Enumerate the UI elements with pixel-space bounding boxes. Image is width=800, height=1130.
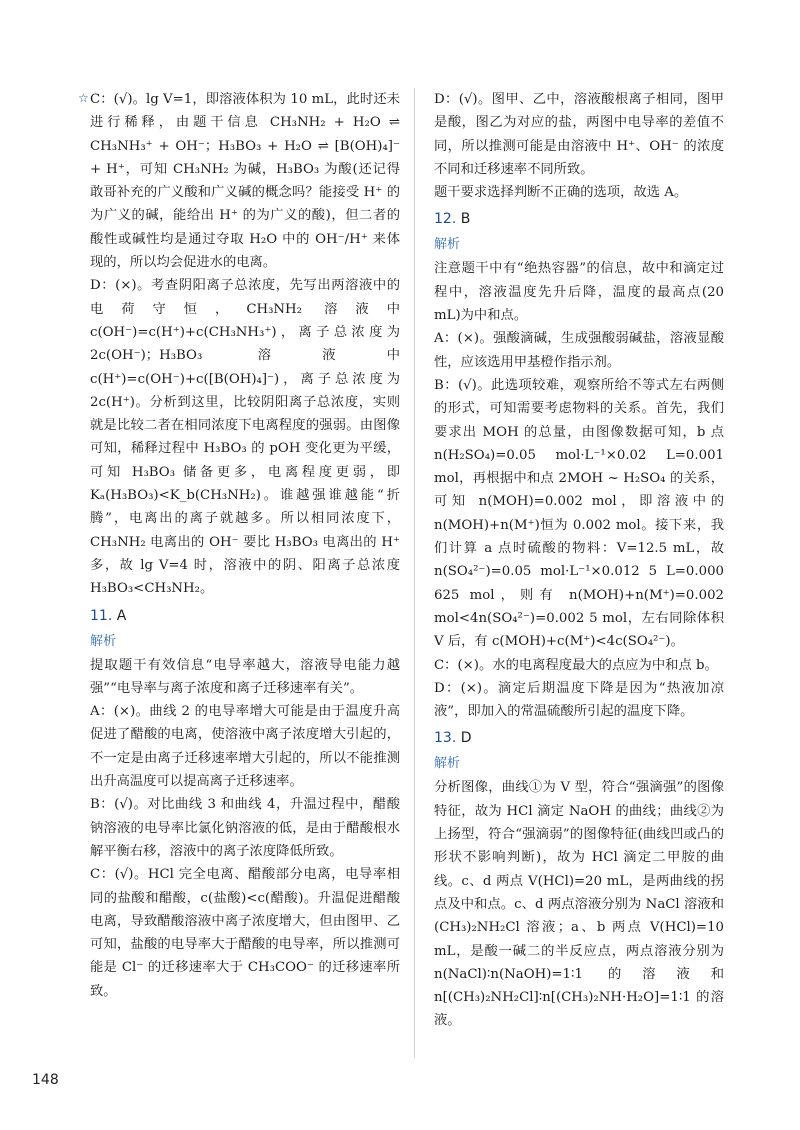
question-11-paragraph-4: C：(√)。HCl 完全电离、醋酸部分电离，电导率相同的盐酸和醋酸，c(盐酸)<c(醋酸)。升温促进醋酸电离，导致醋酸溶液中离子浓度增大，但由图甲、乙可知，盐酸的电导率大于醋酸的电导率，所以推测可能是 Cl⁻ 的迁移速率大于 CH₃COO⁻ 的迁移速率所致。 <box>90 867 400 999</box>
question-12-header <box>434 206 724 232</box>
question-13-paragraph-1: 分析图像，曲线①为 V 型，符合“强滴强”的图像特征，故为 HCl 滴定 NaOH 的曲线；曲线②为上扬型，符合“强滴弱”的图像特征(曲线凹或凸的形状不影响判断)，故为 HCl 滴定二甲胺的曲线。c、d 两点 V(HCl)=20 mL，是两曲线的拐点及中和点。c、d 两点溶液分别为 NaCl 溶液和 (CH₃)₂NH₂Cl 溶液；a、b 两点 V(HCl)=10 mL，是酸一碱二的半反应点，两点溶液分别为 n(NaCl)∶n(NaOH)=1∶1 的溶液和 n[(CH₃)₂NH₂Cl]∶n[(CH₃)₂NH·H₂O]=1∶1 的溶液。 <box>434 780 724 1029</box>
right-paragraph-option-d: D：(√)。图甲、乙中，溶液酸根离子相同，图甲是酸，图乙为对应的盐，两图中电导率的差值不同，所以推测可能是由溶液中 H⁺、OH⁻ 的浓度不同和迁移速率不同所致。 <box>434 92 724 177</box>
page-number: 148 <box>32 1072 59 1088</box>
question-12-paragraph-1: 注意题干中有“绝热容器”的信息，故中和滴定过程中，溶液温度先升后降，温度的最高点(20 mL)为中和点。 <box>434 261 724 324</box>
question-11-analysis-label: 解析 <box>90 633 117 649</box>
question-12-answer: B <box>460 211 471 228</box>
question-11-header <box>90 603 400 629</box>
right-paragraph-conclusion: 题干要求选择判断不正确的选项，故选 A。 <box>434 185 688 201</box>
column-divider <box>414 88 415 1058</box>
question-12-paragraph-4: C：(×)。水的电离程度最大的点应为中和点 b。 <box>434 657 718 673</box>
question-11-paragraph-3: B：(√)。对比曲线 3 和曲线 4，升温过程中，醋酸钠溶液的电导率比氯化钠溶液的低，是由于醋酸根水解平衡右移，溶液中的离子浓度降低所致。 <box>90 797 400 859</box>
question-11-paragraph-2: A：(×)。曲线 2 的电导率增大可能是由于温度升高促进了醋酸的电离，使溶液中离子浓度增大引起的，不一定是由离子迁移速率增大引起的，所以不能推测出升高温度可以提高离子迁移速率。 <box>90 704 400 790</box>
question-11-paragraph-1: 提取题干有效信息“电导率越大，溶液导电能力越强”“电导率与离子浓度和离子迁移速率有关”。 <box>90 657 400 696</box>
question-12-paragraph-2: A：(×)。强酸滴碱，生成强酸弱碱盐，溶液显酸性，应该选用甲基橙作指示剂。 <box>434 331 724 370</box>
question-13-answer: D <box>460 730 472 747</box>
question-11-number: 11. <box>90 607 113 624</box>
question-13-analysis-label: 解析 <box>434 756 461 772</box>
question-12-paragraph-3: B：(√)。此选项较难，观察所给不等式左右两侧的形式，可知需要考虑物料的关系。首先，我们要求出 MOH 的总量，由图像数据可知，b 点 n(H₂SO₄)=0.05 mol·L⁻¹×0.02 L=0.001 mol，再根据中和点 2MOH ~ H₂SO₄ 的关系，可知 n(MOH)=0.002 mol，即溶液中的 n(MOH)+n(M⁺)恒为 0.002 mol。接下来，我们计算 a 点时硫酸的物料：V=12.5 mL，故 n(SO₄²⁻)=0.05 mol·L⁻¹×0.012 5 L=0.000 625 mol，则有 n(MOH)+n(M⁺)=0.002 mol<4n(SO₄²⁻)=0.002 5 mol，左右同除体积 V 后，有 c(MOH)+c(M⁺)<4c(SO₄²⁻)。 <box>434 377 724 650</box>
left-column <box>78 88 400 1003</box>
question-12-number: 12. <box>434 211 457 228</box>
left-paragraph-option-d: D：(×)。考查阴阳离子总浓度，先写出两溶液中的电荷守恒，CH₃NH₂ 溶液中 c(OH⁻)=c(H⁺)+c(CH₃NH₃⁺)，离子总浓度为 2c(OH⁻)；H₃BO₃ 溶液中 c(H⁺)=c(OH⁻)+c([B(OH)₄]⁻)，离子总浓度为 2c(H⁺)。分析到这里，比较阴阳离子总浓度，实则就是比较二者在相同浓度下电离程度的强弱。由图像可知，稀释过程中 H₃BO₃ 的 pOH 变化更为平缓，可知 H₃BO₃ 储备更多，电离程度更弱，即 Kₐ(H₃BO₃)<K_b(CH₃NH₂)。谁越强谁越能“折腾”，电离出的离子就越多。所以相同浓度下，CH₃NH₂ 电离出的 OH⁻ 要比 H₃BO₃ 电离出的 H⁺ 多，故 lg V=4 时，溶液中的阴、阳离子总浓度 H₃BO₃<CH₃NH₂。 <box>90 278 400 597</box>
option-c-block <box>78 88 400 274</box>
question-13-number: 13. <box>434 730 457 747</box>
question-13-header <box>434 725 724 751</box>
star-icon: ☆ <box>78 91 89 105</box>
left-paragraph-option-c: C：(√)。lg V=1，即溶液体积为 10 mL，此时还未进行稀释，由题干信息 CH₃NH₂ + H₂O ⇌ CH₃NH₃⁺ + OH⁻；H₃BO₃ + H₂O ⇌ [B(OH)₄]⁻ + H⁺，可知 CH₃NH₂ 为碱，H₃BO₃ 为酸(还记得敢哥补充的广义酸和广义碱的概念吗？能接受 H⁺ 的为广义的碱，能给出 H⁺ 的为广义的酸)，但二者的酸性或碱性均是通过夺取 H₂O 中的 OH⁻/H⁺ 来体现的，所以均会促进水的电离。 <box>90 92 400 271</box>
right-column <box>434 88 724 1033</box>
question-12-paragraph-5: D：(×)。滴定后期温度下降是因为“热液加凉液”，即加入的常温硫酸所引起的温度下降。 <box>434 680 724 720</box>
question-12-analysis-label: 解析 <box>434 237 461 253</box>
question-11-answer: A <box>116 607 127 624</box>
